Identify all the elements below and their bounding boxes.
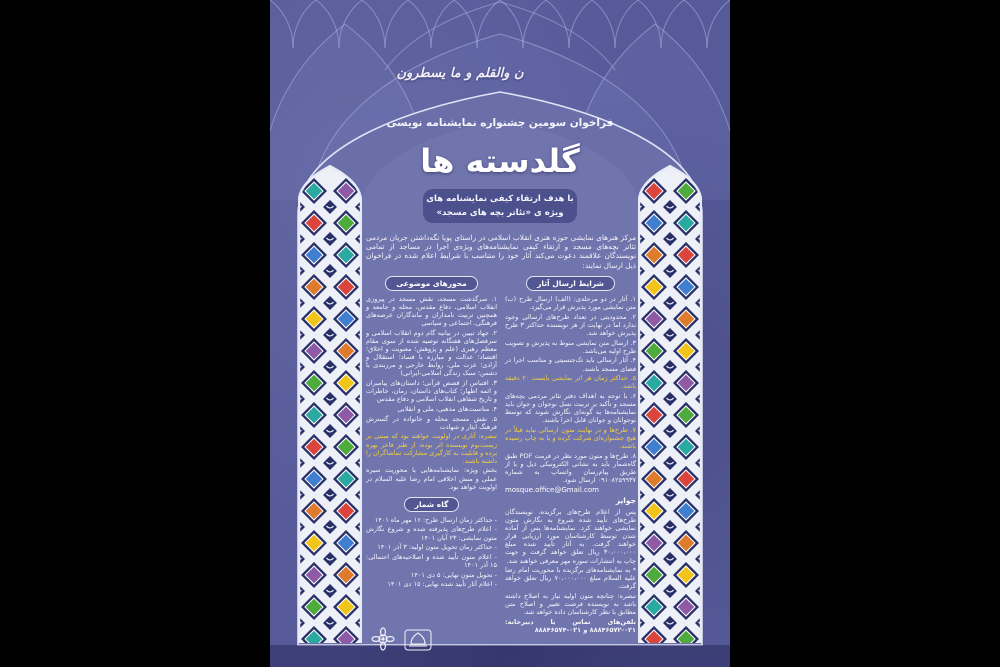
condition-item: ۴. آثار ارسالی باید تک‌جنسیتی و مناسب اجرا در فضای مسجد باشند. [505,356,636,373]
condition-item: ۱. آثار در دو مرحله‌ی: (الف) ارسال طرح (ب) متن نمایشی مورد پذیرش قرار می‌گیرد. [505,295,636,312]
conditions-heading: شرایط ارسال آثار [526,276,615,291]
timeline-item: - اعلام آثار تأیید شده نهایی: ۱۵ دی ۱۴۰۱ [387,580,497,589]
prizes-heading: جوایز [615,496,636,506]
logo-dome [404,629,432,651]
motto-calligraphy: ن والقلم و ما یسطرون [396,66,524,81]
tagline-band [423,189,577,223]
theme-item: ۳. اقتباس از قصص قرآنی؛ داستان‌های پیامبران و ائمه اطهار؛ کتاب‌های داستان، رمان، خاطرات و تاریخ شفاهی انقلاب اسلامی و دفاع مقدس [366,379,497,404]
bottom-strip [270,645,730,667]
timeline-item: - اعلام متون تأیید شده و اصلاحیه‌های احتمالی: ۱۵ آذر ۱۴۰۱ [366,552,497,569]
festival-call: فراخوان سومین جشنواره نمایشنامه نویسی [386,117,614,129]
poster-title: گلدسته ها [420,142,580,180]
themes-special-section: بخش ویژه: نمایشنامه‌هایی با محوریت سیره عملی و منش اخلاقی امام رضا علیه السلام در اولویت خواهد بود. [366,466,497,491]
condition-item: ۲. محدودیتی در تعداد طرح‌های ارسالی وجود ندارد اما در نهایت از هر نویسنده حداکثر ۳ طرح پذیرش خواهد شد. [505,312,636,337]
tile-band-left [298,165,362,643]
tagline-line-2: ویژه ی «تئاتر بچه های مسجد» [436,208,564,218]
themes-heading: محورهای موضوعی [385,276,478,291]
timeline-heading: گاه شمار [404,497,460,512]
contact-email: mosque.office@Gmail.com [505,485,599,494]
condition-item: ۸. طرح‌ها و متون مورد نظر در فرمت PDF طبق گاه‌شمار باید به نشانی الکترونیکی ذیل و یا از طریق پیام‌رسان واتساپ به شماره ۰۹۱۰۸۲۵۹۹۳۷ ارسال شود. [505,451,636,485]
condition-item: ۶. با توجه به اهداف دفتر تئاتر مردمی بچه‌های مسجد و تأکید بر تربیت نسل نوجوان و جوان باید نمایشنامه‌ها به گونه‌ای نگارش شوند که توسط نوجوانان و جوانان قابل اجرا باشند. [505,392,636,425]
ceiling-arch [270,0,293,48]
timeline-item: - حداکثر زمان ارسال طرح: ۱۶ مهر ماه ۱۴۰۱ [374,515,497,524]
timeline-item: - حداکثر زمان تحویل متون اولیه: ۳ آذر ۱۴۰۱ [377,543,497,552]
ceiling-arch [431,0,477,48]
ceiling-arch [385,0,431,48]
intro-paragraph: مرکز هنرهای نمایشی حوزه هنری انقلاب اسلامی در راستای پویا نگه‌داشتن جریان مردمی تئاتر بچه‌های مسجد و ارتقاء کیفی نمایشنامه‌های ویژه‌ی اجرا در مساجد از تمامی نویسندگان علاقمند دعوت می‌کند آثار خود را متناسب با شرایط اعلام شده در فراخوان ذیل ارسال نمایند: [366,233,636,270]
themes-column [366,276,497,590]
tagline-line-1: با هدف ارتقاء کیفی نمایشنامه های [426,194,574,204]
prizes-note: تبصره: چنانچه متون اولیه نیاز به اصلاح داشته باشد به نویسنده فرصت تغییر و اصلاح متن مطابق با نظر کارشناسان داده خواهد شد. [505,592,636,617]
ceiling-arch [569,0,615,48]
prizes-extra: * به نمایشنامه‌های برگزیده با محوریت امام رضا علیه السلام مبلغ ۷۰،۰۰۰،۰۰۰ ریال تعلق خواهد گرفت. [505,566,636,591]
theme-item: ۵. نقش مسجد محله و خانواده در گسترش فرهنگ ایثار و شهادت [366,414,497,431]
theme-item: ۱. سرگذشت مسجد، نقش مسجد در پیروزی انقلاب اسلامی، دفاع مقدس، محله و جامعه و همچنین تربیت نامداران و ماندگاران عرصه‌های فرهنگی، اجتماعی و سیاسی [366,295,497,328]
ceiling-arch [523,0,569,48]
conditions-column [505,276,636,636]
ceiling-arch [707,0,730,48]
timeline-item: - تحویل متون نهایی: ۵ دی ۱۴۰۱ [410,570,497,579]
contact-phones: تلفن‌های تماس با دبیرخانه: ۰۲۱-۸۸۸۴۶۵۷۲ و ۰۲۱-۸۸۸۴۶۵۷۴ [505,618,636,635]
logo-emblem [371,627,395,651]
theme-item: ۴. مناسبت‌های مذهبی، ملی و انقلابی [397,405,497,413]
condition-item: ۵. حداکثر زمان هر اثر نمایشی بایست ۲۰ دقیقه باشد. [505,374,636,391]
tile-band-right [638,165,702,643]
theme-item: ۲. جهاد تبیین در بیانیه گام دوم انقلاب اسلامی و سرفصل‌های هفتگانه توصیه شده از سوی مقام معظم رهبری (علم و پژوهش؛ معنویت و اخلاق؛ اقتصاد؛ عدالت و مبارزه با فساد؛ استقلال و آزادی؛ عزت ملی، روابط خارجی و مرزبندی با دشمن؛ سبک زندگی اسلامی-ایرانی) [366,328,497,378]
condition-item: ۷. طرح‌ها و در نهایت متون ارسالی نباید قبلاً در هیچ جشنواره‌ای شرکت کرده و یا به چاپ رسیده باشند. [505,425,636,451]
prizes-text: پس از اعلام طرح‌های برگزیده، نویسندگان طرح‌های تأیید شده شروع به نگارش متون نمایشی خواهند کرد. نمایشنامه‌ها پس از آماده شدن توسط کارشناسان مورد ارزیابی قرار خواهند گرفت. به آثار تأیید شده مبلغ ۳۰،۰۰۰،۰۰۰ ریال تعلق خواهد گرفت و جهت چاپ به انتشارات سوره مهر معرفی خواهند شد. [505,508,636,565]
timeline-item: - اعلام طرح‌های پذیرفته شده و شروع نگارش متون نمایشی: ۲۳ آبان ۱۴۰۱ [366,525,497,542]
themes-note: تبصره: آثاری در اولویت خواهند بود که مبتنی بر زیست‌بوم نویسنده اثر بوده، از طنز فاخر بهره برده و قابلیت به کارگیری مشارکت تماشاگران را داشته باشند. [366,432,497,465]
condition-item: ۳. ارسال متن نمایشی منوط به پذیرش و تصویب طرح اولیه می‌باشد. [505,338,636,355]
